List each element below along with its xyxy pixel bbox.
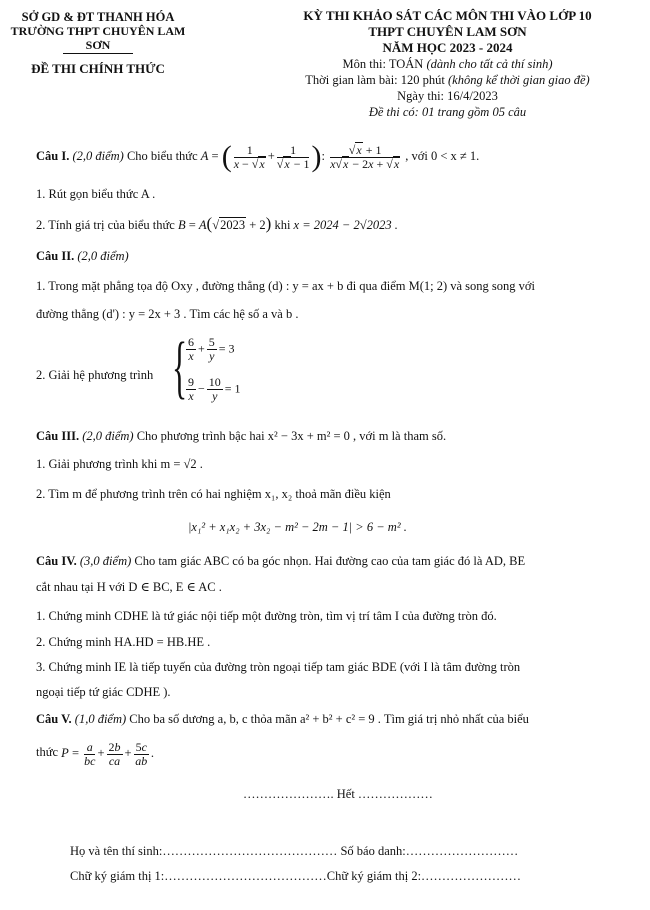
q2-part1-line1: 1. Trong mặt phẳng tọa độ Oxy , đường thẳng (d) : y = ax + b đi qua điểm M(1; 2) và song song với [36, 279, 535, 293]
q1-expression: A = ( $\frac{1}{x - √x}$ + $\frac{1}{√x - 1}$ ): $\frac{√x + 1}{x√x - 2x + √x}$ [200, 140, 400, 173]
exam-date: Ngày thi: 16/4/2023 [397, 89, 498, 103]
school-name: TRƯỜNG THPT CHUYÊN LAM SƠN [10, 24, 186, 52]
q4-title: Câu IV. [36, 554, 77, 568]
q1-part1: 1. Rút gọn biểu thức A . [36, 187, 156, 201]
system-eq-2: $\frac{9}{x}$ − $\frac{10}{y}$ = 1 [188, 375, 241, 403]
q3-heading [36, 428, 446, 444]
q1-points: (2,0 điểm) [72, 148, 124, 163]
official-label: ĐỀ THI CHÍNH THỨC [31, 61, 165, 76]
q3-points: (2,0 điểm) [82, 429, 134, 443]
signature-line: Chữ ký giám thị 1:…………………………………Chữ ký giám thị 2:…………………… [70, 869, 522, 883]
q2-heading [36, 248, 129, 264]
exam-title: KỲ THI KHẢO SÁT CÁC MÔN THI VÀO LỚP 10 [303, 8, 592, 23]
header-left [8, 10, 188, 76]
q2-part1-line2: đường thẳng (d') : y = 2x + 3 . Tìm các hệ số a và b . [36, 307, 299, 321]
exam-school: THPT CHUYÊN LAM SƠN [368, 24, 527, 39]
q2-title: Câu II. [36, 249, 75, 263]
q5-expression-line [36, 737, 154, 768]
q2-part2-label: 2. Giải hệ phương trình [36, 368, 154, 382]
q4-part1: 1. Chứng minh CDHE là tứ giác nội tiếp một đường tròn, tìm vị trí tâm I của đường tròn đó. [36, 609, 497, 623]
q4-intro-line2: cắt nhau tại H với D ∈ BC, E ∈ AC . [36, 580, 222, 594]
q5-intro: Cho ba số dương a, b, c thỏa mãn a² + b² + c² = 9 . Tìm giá trị nhỏ nhất của biểu [129, 712, 529, 726]
q5-label: thức [36, 745, 59, 759]
school-year: NĂM HỌC 2023 - 2024 [382, 40, 513, 55]
time-line [245, 72, 650, 88]
q4-part3-line1: 3. Chứng minh IE là tiếp tuyến của đường tròn ngoại tiếp tam giác BDE (với I là tâm đường tròn [36, 660, 521, 674]
q1-part2-x: x = 2024 − 2√2023 . [293, 218, 398, 232]
end-marker: …………………. Hết ……………… [243, 787, 433, 801]
q5-title: Câu V. [36, 712, 72, 726]
q4-part3-line2: ngoại tiếp tứ giác CDHE ). [36, 685, 171, 699]
page-count: Đề thi có: 01 trang gồm 05 câu [368, 105, 527, 119]
subject-note: (dành cho tất cả thí sinh) [426, 57, 553, 71]
q4-part2: 2. Chứng minh HA.HD = HB.HE . [36, 635, 211, 649]
q2-system [172, 329, 252, 414]
q3-intro: Cho phương trình bậc hai x² − 3x + m² = 0 , với m là tham số. [136, 429, 447, 443]
q4-heading [36, 553, 525, 569]
q1-intro-text: Cho biểu thức [126, 148, 198, 163]
header-right [245, 8, 650, 120]
q5-expression: P = $\frac{a}{bc}$ + $\frac{2b}{ca}$ + $\frac{5c}{ab}$ . [61, 739, 155, 768]
q1-part2-when: khi [274, 218, 291, 232]
candidate-info: Họ và tên thí sinh:…………………………………… Số báo danh:……………………… [70, 844, 519, 858]
subject-line [245, 56, 650, 72]
q2-points: (2,0 điểm) [77, 249, 129, 263]
q3-part2: 2. Tìm m để phương trình trên có hai nghiệm x₁, x₂ thoả mãn điều kiện [36, 487, 391, 501]
q4-points: (3,0 điểm) [79, 554, 132, 568]
time-note: (không kể thời gian giao đề) [447, 73, 590, 87]
q1-part2-text: 2. Tính giá trị của biểu thức [36, 218, 175, 232]
q1-part2 [36, 216, 398, 233]
subject-label: Môn thi: TOÁN [342, 57, 424, 71]
system-brace: { [172, 329, 188, 406]
q1-part2-expression: B = A(√2023 + 2) [177, 214, 272, 233]
q1-intro [36, 142, 479, 172]
time-label: Thời gian làm bài: 120 phút [305, 73, 445, 87]
q5-heading [36, 711, 529, 727]
dept-name: SỞ GD & ĐT THANH HÓA [21, 10, 175, 24]
q3-inequality: |x₁² + x₁x₂ + 3x₂ − m² − 2m − 1| > 6 − m² . [188, 520, 407, 534]
q1-title: Câu I. [36, 148, 70, 163]
q4-intro-line1: Cho tam giác ABC có ba góc nhọn. Hai đường cao của tam giác đó là AD, BE [134, 554, 526, 568]
q3-part1: 1. Giải phương trình khi m = √2 . [36, 457, 203, 471]
q5-points: (1,0 điểm) [74, 712, 127, 726]
system-eq-1: $\frac{6}{x}$ + $\frac{5}{y}$ = 3 [188, 335, 235, 363]
q3-title: Câu III. [36, 429, 80, 443]
q1-condition: , với 0 < x ≠ 1. [405, 148, 480, 163]
header-divider [63, 53, 133, 54]
